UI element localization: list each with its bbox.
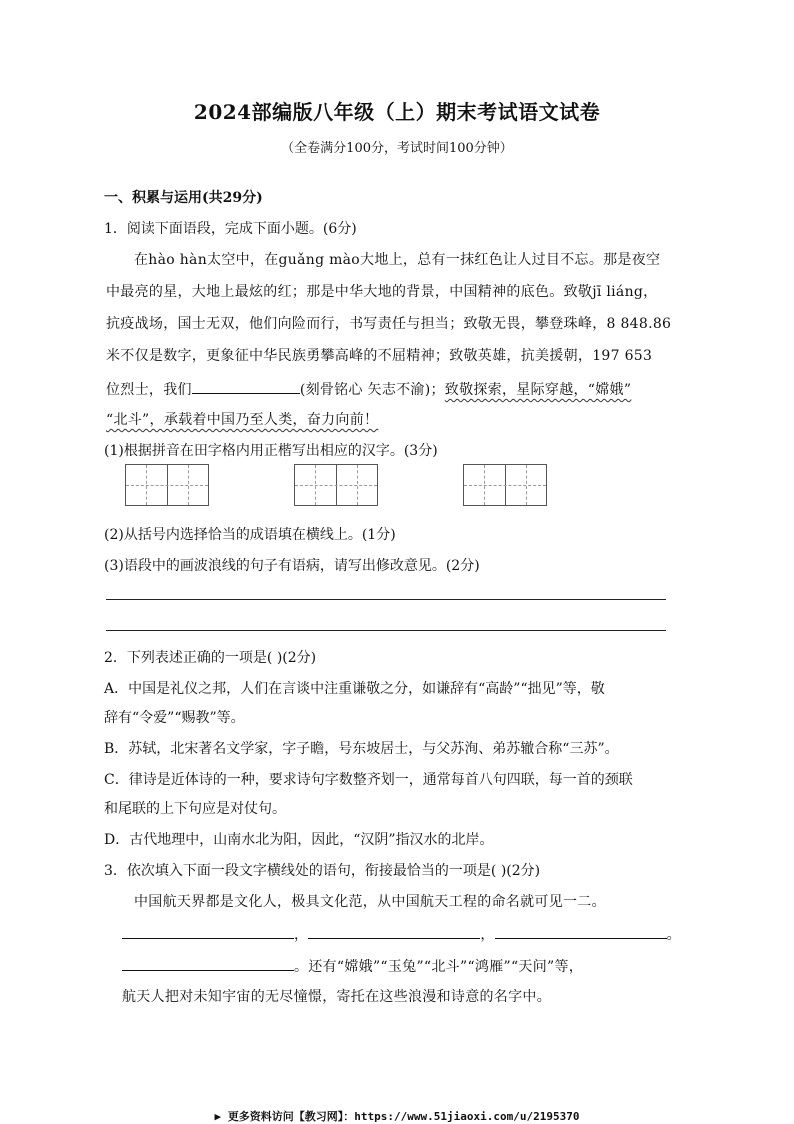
q3-paragraph-line-4: 航天人把对未知宇宙的无尽憧憬，寄托在这些浪漫和诗意的名字中。 xyxy=(122,989,551,1005)
idiom-blank[interactable] xyxy=(192,377,300,394)
q3-blank-1[interactable] xyxy=(122,922,294,939)
footer-link[interactable]: ▶ 更多资料访问【教习网】：https://www.51jiaoxi.com/u/2195370 xyxy=(214,1110,580,1123)
wavy-sentence-part-2: “北斗”，承载着中国乃至人类，奋力向前！ xyxy=(106,412,379,428)
q3-blank-4[interactable] xyxy=(122,954,294,971)
idiom-options: (刻骨铭心 矢志不渝)； xyxy=(299,382,445,398)
q1-paragraph-line-1: 在hào hàn太空中，在guǎng mào大地上，总有一抹红色让人过目不忘。那是夜空 xyxy=(134,252,661,268)
q3-stem: 3．依次填入下面一段文字横线处的语句，衔接最恰当的一项是( )(2分) xyxy=(104,863,541,879)
q3-blank-line: ， ， 。 xyxy=(122,922,681,944)
q3-paragraph-line-1: 中国航天界都是文化人，极具文化范，从中国航天工程的命名就可见一二。 xyxy=(134,894,606,910)
exam-subtitle: （全卷满分100分，考试时间100分钟） xyxy=(281,141,513,156)
q1-sub1: (1)根据拼音在田字格内用正楷写出相应的汉字。(3分) xyxy=(104,443,438,459)
q2-option-a-line-1: A．中国是礼仪之邦，人们在言谈中注重谦敬之分，如谦辞有“高龄”“拙见”等，敬 xyxy=(104,681,605,697)
tianzige-box-2[interactable] xyxy=(294,464,378,506)
q2-stem: 2．下列表述正确的一项是( )(2分) xyxy=(104,650,317,666)
q1-sub2: (2)从括号内选择恰当的成语填在横线上。(1分) xyxy=(104,527,396,543)
q1-paragraph-line-2: 中最亮的星，大地上最炫的红；那是中华大地的背景，中国精神的底色。致敬jī liáng， xyxy=(106,284,658,300)
answer-line-2[interactable] xyxy=(106,630,666,631)
q1-paragraph-line-5 xyxy=(106,377,631,399)
exam-title: 2024部编版八年级（上）期末考试语文试卷 xyxy=(193,100,601,124)
q2-option-d: D．古代地理中，山南水北为阳，因此，“汉阴”指汉水的北岸。 xyxy=(104,832,494,848)
q3-blank-2[interactable] xyxy=(308,922,480,939)
q1-paragraph-line-3: 抗疫战场，国士无双，他们向险而行，书写责任与担当；致敬无畏，攀登珠峰，8 848.86 xyxy=(106,316,672,332)
q2-option-c-line-1: C．律诗是近体诗的一种，要求诗句字数整齐划一，通常每首八句四联，每一首的颈联 xyxy=(104,772,633,788)
q1-line5-start: 位烈士，我们 xyxy=(106,382,192,398)
q2-option-b: B．苏轼，北宋著名文学家，字子瞻，号东坡居士，与父苏洵、弟苏辙合称“三苏”。 xyxy=(104,741,619,757)
tianzige-box-1[interactable] xyxy=(125,464,209,506)
q1-stem: 1．阅读下面语段，完成下面小题。(6分) xyxy=(104,221,357,237)
answer-line-1[interactable] xyxy=(106,599,666,600)
q1-paragraph-line-4: 米不仅是数字，更象征中华民族勇攀高峰的不屈精神；致敬英雄，抗美援朝，197 653 xyxy=(106,348,653,364)
q3-paragraph-line-3: 。还有“嫦娥”“玉兔”“北斗”“鸿雁”“天问”等， xyxy=(122,954,583,976)
wavy-sentence-part-1: 致敬探索，星际穿越，“嫦娥” xyxy=(444,382,632,398)
q1-paragraph-line-6 xyxy=(106,409,378,429)
q1-sub3: (3)语段中的画波浪线的句子有语病，请写出修改意见。(2分) xyxy=(104,558,480,574)
q2-option-c-line-2: 和尾联的上下句应是对仗句。 xyxy=(104,801,286,817)
q2-option-a-line-2: 辞有“令爱”“赐教”等。 xyxy=(104,710,245,726)
tianzige-box-3[interactable] xyxy=(463,464,547,506)
section-heading: 一、积累与运用(共29分) xyxy=(104,190,263,206)
q3-blank-3[interactable] xyxy=(495,922,667,939)
